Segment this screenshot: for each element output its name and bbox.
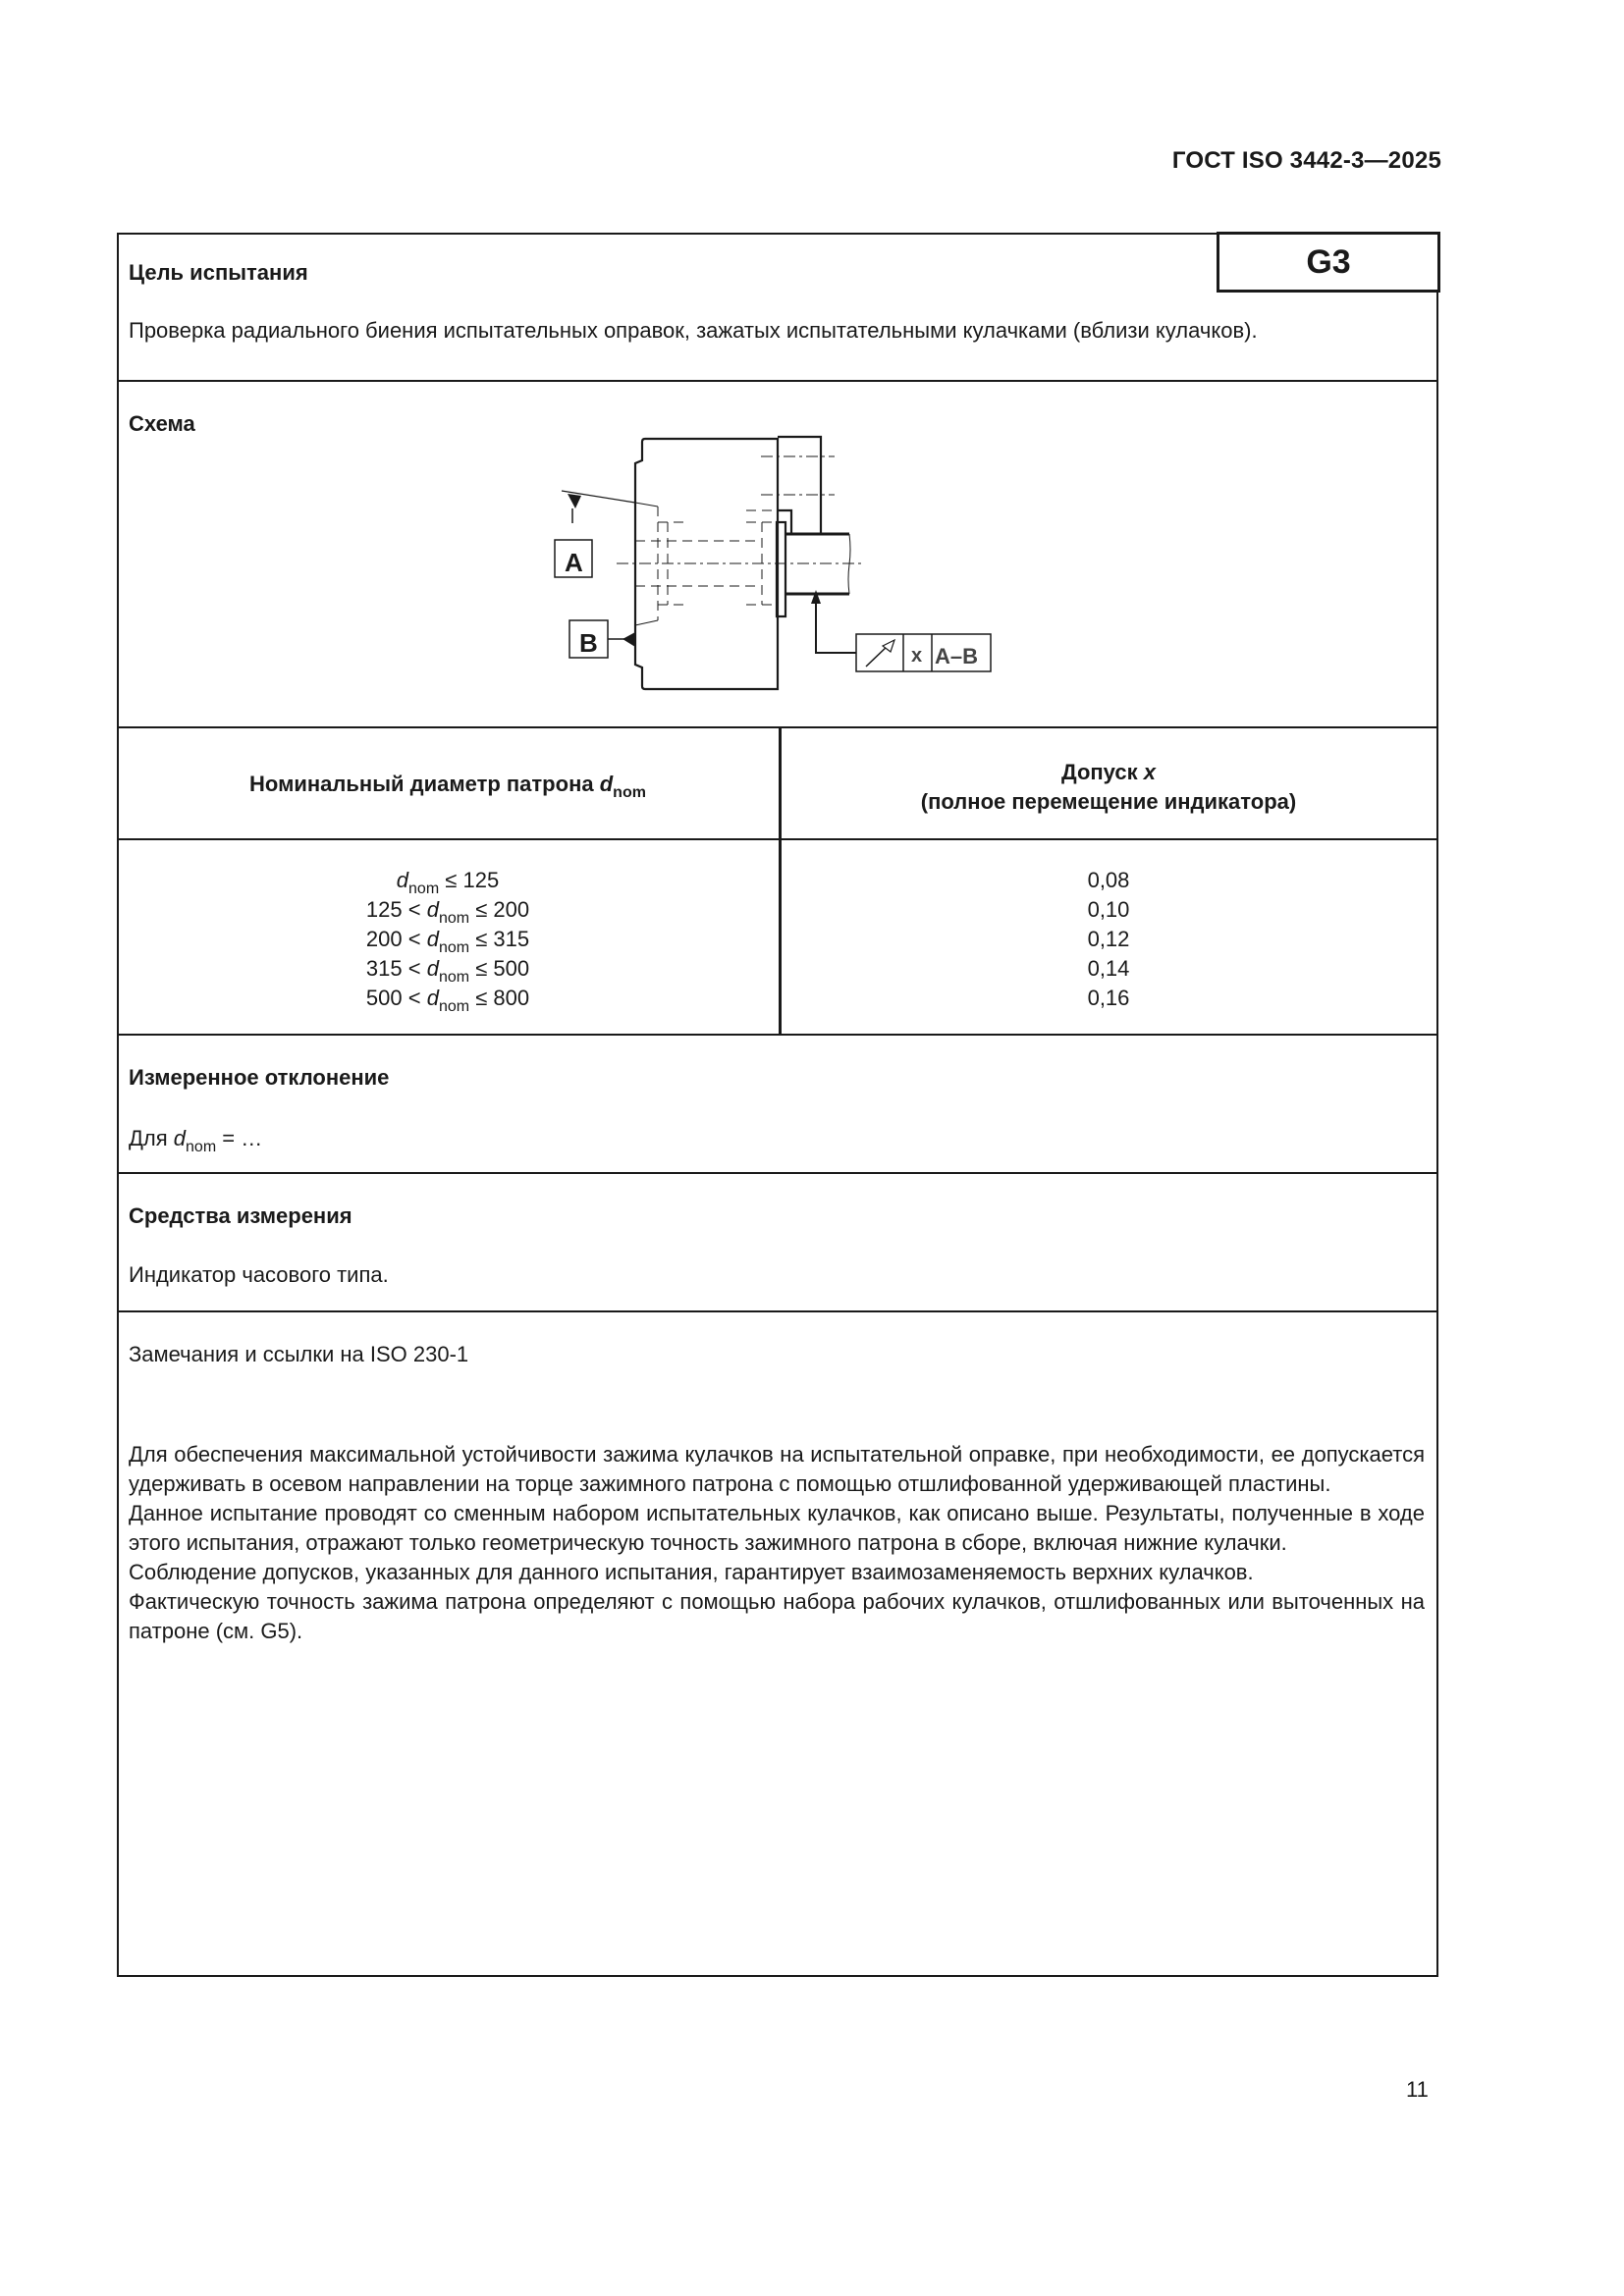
note-paragraph: Данное испытание проводят со сменным набором испытательных кулачков, как описано выше. Результаты, полученные в ходе этого испытания, отражают только геометрическую точность зажимного патрона в сборе, включая нижние кулачки. xyxy=(129,1501,1425,1555)
document-code: ГОСТ ISO 3442-3—2025 xyxy=(1171,147,1441,174)
table-row: $125 < d_{nom} \le 200$ xyxy=(365,897,530,927)
fcf-tolerance: x xyxy=(911,645,923,667)
notes-body xyxy=(129,1440,1425,1646)
instruments-section xyxy=(117,1174,1438,1312)
datum-a-label: A xyxy=(565,548,583,577)
note-paragraph: Фактическую точность зажима патрона определяют с помощью набора рабочих кулачков, отшлифованных или выточенных на патроне (см. G5). xyxy=(129,1589,1425,1643)
tolerance-table-body xyxy=(117,840,1438,1036)
purpose-heading: Цель испытания xyxy=(129,260,308,285)
tolerance-value: 0,16 xyxy=(1087,986,1130,1010)
test-id-badge: G3 xyxy=(1217,232,1440,293)
tolerance-value: 0,14 xyxy=(1087,956,1130,981)
tolerance-value: 0,12 xyxy=(1087,927,1130,951)
measured-value: Для $d_{nom}$ = … xyxy=(129,1126,263,1155)
table-row: $200 < d_{nom} \le 315$ xyxy=(365,927,530,956)
tolerance-values xyxy=(779,866,1438,1013)
table-row: $d_{nom} \le 125$ xyxy=(396,868,500,897)
note-paragraph: Соблюдение допусков, указанных для данного испытания, гарантирует взаимозаменяемость верхних кулачков. xyxy=(129,1560,1254,1584)
measured-heading: Измеренное отклонение xyxy=(129,1065,390,1090)
notes-section xyxy=(117,1312,1438,1977)
page-number: 11 xyxy=(1406,2077,1429,2102)
note-paragraph: Для обеспечения максимальной устойчивости зажима кулачков на испытательной оправке, при необходимости, ее допускается удерживать в осевом направлении на торце зажимного патрона с помощью отшлифованной удерживающей пластины. xyxy=(129,1442,1425,1496)
scheme-heading: Схема xyxy=(129,411,195,436)
col-header-tolerance: Допуск x (полное перемещение индикатора) xyxy=(920,760,1297,814)
instruments-heading: Средства измерения xyxy=(129,1203,352,1228)
table-row: $315 < d_{nom} \le 500$ xyxy=(365,956,530,986)
jaw-plate xyxy=(778,437,821,534)
purpose-text: Проверка радиального биения испытательных оправок, зажатых испытательными кулачками (вблизи кулачков). xyxy=(129,318,1258,343)
test-mandrel xyxy=(785,534,849,594)
table-column-divider xyxy=(779,728,782,1036)
tolerance-table-header xyxy=(117,728,1438,840)
col-header-diameter: Номинальный диаметр патрона $d_{nom}$ xyxy=(249,772,646,801)
measured-deviation-section xyxy=(117,1036,1438,1174)
tolerance-value: 0,08 xyxy=(1087,868,1130,892)
notes-heading: Замечания и ссылки на ISO 230-1 xyxy=(129,1342,469,1366)
fcf-datums: A–B xyxy=(935,644,979,668)
datum-b-label: B xyxy=(579,628,598,658)
table-row: $500 < d_{nom} \le 800$ xyxy=(365,986,530,1015)
diameter-ranges xyxy=(117,866,779,1013)
scheme-diagram xyxy=(530,412,1021,707)
tolerance-value: 0,10 xyxy=(1087,897,1130,922)
instruments-text: Индикатор часового типа. xyxy=(129,1262,389,1287)
